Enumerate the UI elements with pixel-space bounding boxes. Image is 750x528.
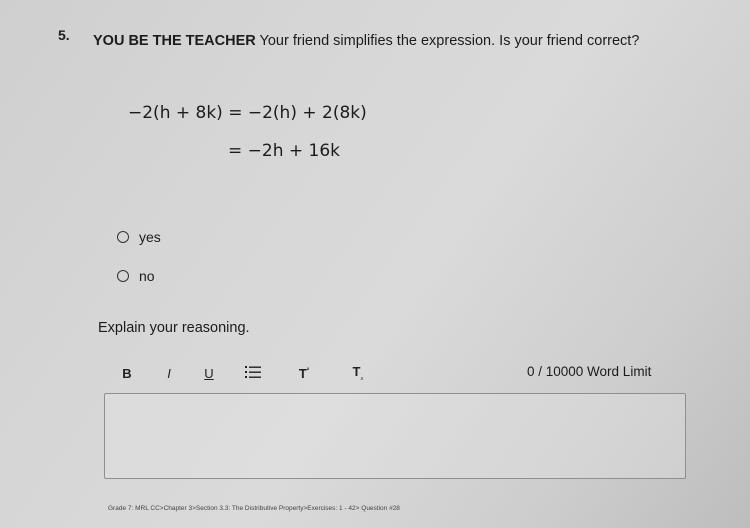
math-line-2: = −2h + 16k [228, 141, 341, 161]
radio-no[interactable] [117, 270, 129, 282]
list-icon [245, 365, 261, 379]
option-yes-label: yes [139, 229, 161, 245]
radio-yes[interactable] [117, 231, 129, 243]
superscript-mark: ² [306, 367, 310, 375]
italic-button[interactable]: I [167, 365, 171, 381]
option-yes[interactable] [117, 229, 161, 245]
answer-textbox[interactable] [104, 393, 686, 479]
option-no-label: no [139, 268, 155, 284]
question-number: 5. [58, 27, 70, 43]
underline-button[interactable]: U [204, 365, 214, 381]
bold-button[interactable]: B [122, 365, 132, 381]
breadcrumb-footer: Grade 7: MRL CC>Chapter 3>Section 3.3: The Distributive Property>Exercises: 1 - 42> Question #28 [108, 505, 400, 512]
math-line-1: −2(h + 8k) = −2(h) + 2(8k) [128, 103, 367, 123]
word-limit-counter: 0 / 10000 Word Limit [527, 364, 652, 379]
question-prompt [93, 33, 639, 49]
subscript-button[interactable] [350, 364, 366, 382]
superscript-button[interactable] [296, 366, 312, 381]
list-button[interactable] [244, 365, 262, 382]
explain-label: Explain your reasoning. [98, 320, 250, 336]
question-text: Your friend simplifies the expression. Is your friend correct? [259, 33, 640, 49]
question-lead: YOU BE THE TEACHER [93, 33, 256, 49]
option-no[interactable] [117, 268, 155, 284]
subscript-base: T [352, 364, 361, 380]
superscript-base: T [298, 365, 307, 381]
editor-toolbar [120, 364, 366, 382]
subscript-mark: ₂ [360, 374, 364, 382]
